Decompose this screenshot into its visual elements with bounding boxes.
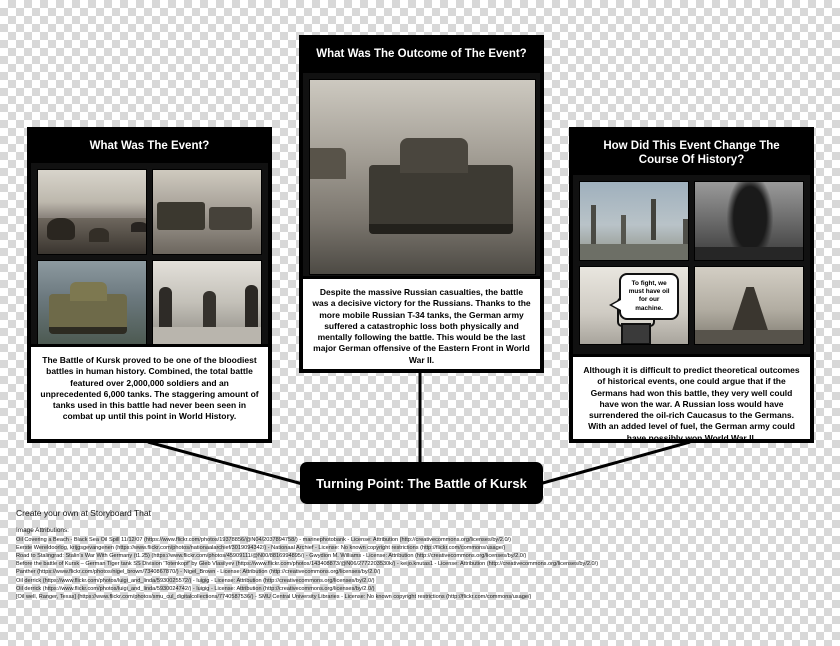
panel-soldiers-landing-on-beach bbox=[37, 169, 147, 255]
footer bbox=[16, 508, 826, 601]
panel-character-with-speech-bubble bbox=[579, 266, 689, 346]
attribution-line: Eerste Wereldoorlog, krijgsgevangenen (https://www.flickr.com/photos/nationaalarchief/3019094342/) - Nationaal Archief - License: No known copyright restrictions (http://flickr.com/commons/usage/) bbox=[16, 545, 506, 552]
card-history-caption: Although it is difficult to predict theoretical outcomes of historical events, one could argue that if the Germans had won this battle, they very well could have won the war. A Russian loss would have surrendered the oil-rich Caucasus to the Germans. With an added level of fuel, the German army could have possibly won World War II. bbox=[570, 354, 813, 442]
card-outcome-panels bbox=[303, 73, 540, 279]
attribution-line: Oil Covering a Beach - Black Sea Oil Spill 11/12/07 (https://www.flickr.com/photos/19378856/@N04/2037894758/) - marinephotobank - License: Attribution (http://creativecommons.org/licenses/by/2.0/) bbox=[16, 537, 511, 543]
card-event-panels bbox=[31, 163, 268, 351]
attribution-line: Road to Stalingrad: Stalin's War With Germany (t1.25) (https://www.flickr.com/photos/45909111/@N00/8816994895/) - Gwydion M. Williams - License: Attribution (http://creativecommons.org/licenses/by/2.0/) bbox=[16, 553, 527, 560]
panel-oil-derrick-pumpjack-photo bbox=[694, 266, 804, 346]
panel-soldiers-marching-in-snow bbox=[152, 260, 262, 346]
panel-oil-refinery-photo bbox=[579, 181, 689, 261]
panel-german-tanks-in-field bbox=[152, 169, 262, 255]
card-history-title: How Did This Event Change The Course Of History? bbox=[573, 131, 810, 175]
card-event[interactable] bbox=[28, 128, 271, 442]
card-history-panels bbox=[573, 175, 810, 351]
attribution-line: Before the battle of Kursk – German Tiger tank SS Division 'Totenkopf' by Gleb Vlasilyev (https://www.flickr.com/photos/143408873/@N06/2772203530k/) - keijo.knutas1 - License: Attribution (http://creativecommons.org/licenses/by/2.0/) bbox=[16, 561, 599, 568]
attribution-line: Oil derrick (https://www.flickr.com/photos/luigi_and_linda/5930025572/) - luigig - License: Attribution (http://creativecommons.org/licenses/by/2.0/) bbox=[16, 577, 375, 584]
footer-attributions-heading: Image Attributions: bbox=[16, 527, 69, 534]
attribution-line: Panther (https://www.flickr.com/photos/nigel_brown/7340867870/) - Nigel_Brown - License: Attribution (http://creativecommons.org/licenses/by/2.0/) bbox=[16, 569, 381, 576]
footer-promo-text: Create your own at Storyboard That bbox=[16, 508, 151, 518]
card-outcome-caption: Despite the massive Russian casualties, the battle was a decisive victory for the Russians. Thanks to the more mobile Russian T-34 tanks, the German army suffered a catastrophic loss both physically and mentally following the battle. This would be the last major German offensive of the Eastern Front in World War II. bbox=[300, 276, 543, 372]
attribution-line: Oil derrick (https://www.flickr.com/photos/luigi_and_linda/5930024742/) - luigig - License: Attribution (http://creativecommons.org/licenses/by/2.0/) bbox=[16, 585, 375, 592]
card-history[interactable] bbox=[570, 128, 813, 442]
card-event-title: What Was The Event? bbox=[31, 131, 268, 163]
card-outcome[interactable] bbox=[300, 36, 543, 372]
card-outcome-title: What Was The Outcome of The Event? bbox=[303, 39, 540, 73]
card-turning-point-label: Turning Point: The Battle of Kursk bbox=[316, 475, 527, 491]
panel-camouflaged-panther-tank bbox=[37, 260, 147, 346]
speech-bubble: To fight, we must have oil for our machine. bbox=[619, 273, 679, 320]
card-event-caption: The Battle of Kursk proved to be one of the bloodiest battles in human history. Combined, the total battle featured over 2,000,000 soldiers and an unprecedented 6,000 tanks. The staggering amount of tanks used in this battle had never been seen in combat up until this point in World History. bbox=[28, 344, 271, 442]
panel-burning-oil-well-photo bbox=[694, 181, 804, 261]
attribution-line: [Oil well, Ranger, Texas] (https://www.flickr.com/photos/smu_cul_digitalcollections/7740587536/) - SMU Central University Libraries - License: No known copyright restrictions (http://flickr.com/commons/usage/) bbox=[16, 593, 532, 600]
card-turning-point[interactable] bbox=[300, 462, 543, 504]
panel-german-tank-with-officer bbox=[309, 79, 536, 275]
